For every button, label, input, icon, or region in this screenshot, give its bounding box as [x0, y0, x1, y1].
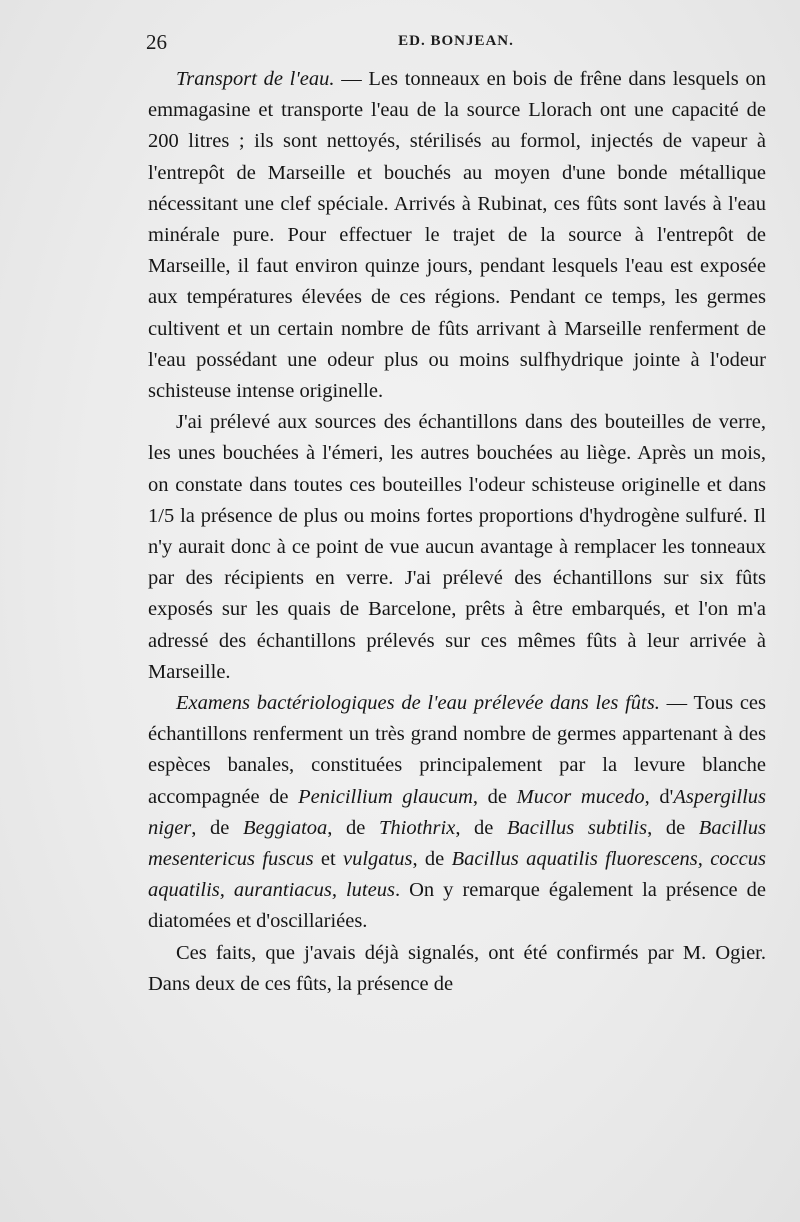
page-header [146, 30, 766, 58]
text-run: , de [647, 816, 699, 839]
species-name: Bacillus subtilis [507, 816, 648, 839]
species-name: vulgatus [343, 848, 413, 871]
species-name: Beggiatoa [243, 816, 328, 839]
species-name: Bacillus mesentericus fuscus [148, 816, 766, 871]
species-name: Penicillium glaucum [298, 785, 473, 808]
text-run: , de [412, 848, 452, 871]
species-name: Bacillus aquatilis fluorescens, coccus aquatilis, aurantiacus, luteus [148, 848, 766, 902]
text-run: , de [327, 816, 379, 839]
text-run: — Tous ces échantillons renferment un très grand nombre de germes appartenant à des espèces banales, constituées principalement par la levure blanche accompagnée de [148, 692, 766, 808]
section-heading-transport: Transport de l'eau. [176, 68, 335, 90]
text-run: , de [472, 785, 517, 808]
paragraph-bacteriology [148, 688, 766, 938]
paragraph-transport-text: — Les tonneaux en bois de frêne dans lesquels on emmagasine et transporte l'eau de la source Llorach ont une capacité de 200 litres ; ils sont nettoyés, stérilisés au formol, injectés de vapeur à l'entrepôt de Marseille et bouchés au moyen d'une bonde métallique nécessitant une clef spéciale. Arrivés à Rubinat, ces fûts sont lavés à l'eau minérale pure. Pour effectuer le trajet de la source à l'entrepôt de Marseille, il faut environ quinze jours, pendant lesquels l'eau est exposée aux températures élevées de ces régions. Pendant ce temps, les germes cultivent et un certain nombre de fûts arrivant à Marseille renferment de l'eau possédant une odeur plus ou moins sulfhydrique jointe à l'odeur schisteuse intense originelle. [148, 68, 766, 403]
text-run: , d' [644, 785, 674, 808]
text-run: , de [191, 816, 243, 839]
paragraph-transport [148, 64, 766, 407]
text-run: , de [455, 816, 508, 839]
species-name: Thiothrix [378, 816, 456, 839]
text-run: et [313, 848, 344, 871]
text-run: . On y remarque également la présence de diatomées et d'oscillariées. [148, 879, 766, 933]
running-head: ED. BONJEAN. [398, 33, 514, 49]
species-name: Aspergillus niger [148, 785, 767, 839]
page-number: 26 [146, 30, 167, 54]
body-text [148, 64, 766, 1000]
section-heading-bacteriology: Examens bactériologiques de l'eau prélevée dans les fûts. [176, 692, 660, 715]
paragraph-samples: J'ai prélevé aux sources des échantillons dans des bouteilles de verre, les unes bouchées à l'émeri, les autres bouchées au liège. Après un mois, on constate dans toutes ces bouteilles l'odeur schisteuse originelle et dans 1/5 la présence de plus ou moins fortes proportions d'hydrogène sulfuré. Il n'y aurait donc à ce point de vue aucun avantage à remplacer les tonneaux par des récipients en verre. J'ai prélevé des échantillons sur six fûts exposés sur les quais de Barcelone, prêts à être embarqués, et l'on m'a adressé des échantillons prélevés sur ces mêmes fûts à leur arrivée à Marseille. [148, 411, 766, 683]
species-name: Mucor mucedo [516, 785, 645, 808]
paragraph-ogier: Ces faits, que j'avais déjà signalés, ont été confirmés par M. Ogier. Dans deux de ces fûts, la présence de [148, 941, 766, 995]
